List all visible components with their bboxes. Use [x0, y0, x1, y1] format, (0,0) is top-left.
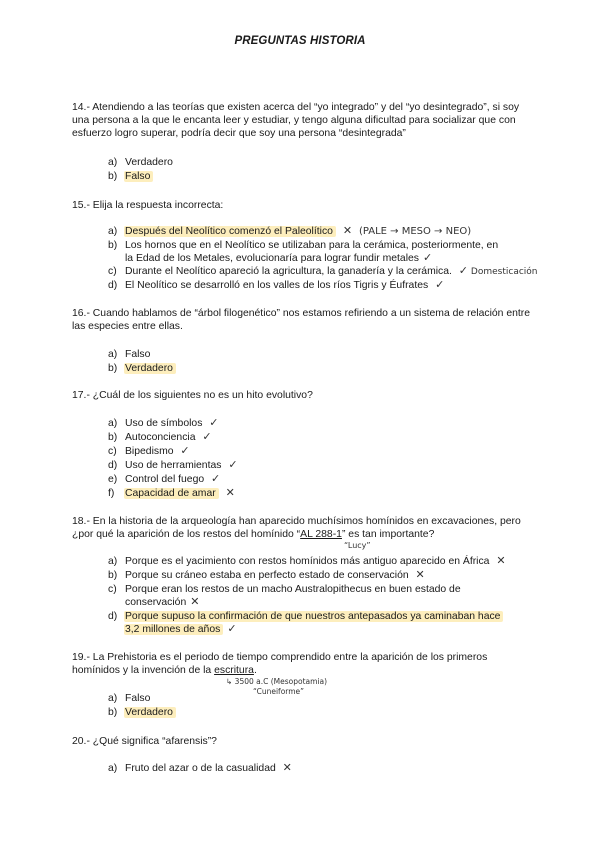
- highlighted-answer: Verdadero: [124, 363, 176, 374]
- question-19: 19.- La Prehistoria es el periodo de tiempo comprendido entre la aparición de los primeros homínidos y la invención de la escritura.: [72, 652, 488, 676]
- question-17: 17.- ¿Cuál de los siguientes no es un hito evolutivo?: [72, 390, 313, 401]
- highlighted-answer: Después del Neolítico comenzó el Paleolítico: [124, 226, 336, 237]
- check-mark-icon: ✓: [180, 445, 190, 457]
- highlighted-answer: 3,2 millones de años: [124, 624, 223, 635]
- handwritten-note-date: ↳ 3500 a.C (Mesopotamia): [226, 677, 328, 686]
- q15-option-c: c) Durante el Neolítico apareció la agricultura, la ganadería y la cerámica. ✓ Domesticación: [108, 265, 538, 277]
- underlined-term: escritura: [214, 665, 254, 676]
- handwritten-note: (PALE → MESO → NEO): [358, 226, 472, 237]
- cross-mark-icon: ✕: [225, 487, 235, 499]
- underlined-term: AL 288-1: [300, 529, 342, 540]
- cross-mark-icon: ✕: [190, 596, 200, 608]
- handwritten-note-lucy: “Lucy”: [344, 541, 371, 550]
- question-18: 18.- En la historia de la arqueología han aparecido muchísimos homínidos en excavaciones, pero ¿por qué la aparición de los restos del homínido “AL 288-1” es tan importante?: [72, 516, 521, 540]
- q15-option-a: a) Después del Neolítico comenzó el Paleolítico ✕ (PALE → MESO → NEO): [108, 225, 472, 237]
- check-mark-icon: ✓: [458, 265, 469, 277]
- q19-option-a: a) Falso: [108, 693, 151, 704]
- q17-option-d: d) Uso de herramientas ✓: [108, 459, 238, 471]
- q17-option-a: a) Uso de símbolos ✓: [108, 417, 219, 429]
- q17-option-b: b) Autoconciencia ✓: [108, 431, 212, 443]
- q14-option-a: a) Verdadero: [108, 157, 173, 168]
- q19-option-b: b) Verdadero: [108, 706, 176, 719]
- check-mark-icon: ✓: [202, 431, 212, 443]
- question-20: 20.- ¿Qué significa “afarensis”?: [72, 736, 217, 747]
- q15-option-b: b) Los hornos que en el Neolítico se utilizaban para la cerámica, posteriormente, en la Edad de los Metales, evolucionaría para lograr fundir metales ✓: [108, 240, 499, 264]
- question-15: 15.- Elija la respuesta incorrecta:: [72, 200, 224, 211]
- check-mark-icon: ✓: [227, 623, 237, 635]
- cross-mark-icon: ✕: [282, 762, 292, 774]
- check-mark-icon: ✓: [435, 279, 445, 291]
- q20-option-a: a) Fruto del azar o de la casualidad ✕: [108, 762, 292, 774]
- cross-mark-icon: ✕: [496, 555, 506, 567]
- q18-option-c: c) Porque eran los restos de un macho Australopithecus en buen estado de conservación ✕: [108, 584, 461, 608]
- q17-option-c: c) Bipedismo ✓: [108, 445, 190, 457]
- question-14: 14.- Atendiendo a las teorías que existen acerca del “yo integrado” y del “yo desintegrado”, si soy una persona a la que le encanta leer y estudiar, y tengo alguna dificultad para socializar que con esfuerzo logro superar, podría decir que soy una persona “desintegrada”: [72, 102, 520, 139]
- q17-option-e: e) Control del fuego ✓: [108, 473, 221, 485]
- highlighted-answer: Verdadero: [124, 707, 176, 718]
- q18-option-b: b) Porque su cráneo estaba en perfecto estado de conservación ✕: [108, 569, 425, 581]
- check-mark-icon: ✓: [209, 417, 219, 429]
- highlighted-answer: Capacidad de amar: [124, 488, 219, 499]
- highlighted-answer: Falso: [124, 171, 153, 182]
- cross-mark-icon: ✕: [415, 569, 425, 581]
- check-mark-icon: ✓: [228, 459, 238, 471]
- check-mark-icon: ✓: [423, 252, 433, 264]
- q16-option-b: b) Verdadero: [108, 362, 176, 375]
- question-16: 16.- Cuando hablamos de “árbol filogenético” nos estamos refiriendo a un sistema de relación entre las especies entre ellas.: [72, 308, 531, 332]
- handwritten-note: Domesticación: [470, 267, 538, 277]
- q15-option-d: d) El Neolítico se desarrolló en los valles de los ríos Tigris y Éufrates ✓: [108, 279, 445, 291]
- q18-option-a: a) Porque es el yacimiento con restos homínidos más antiguo aparecido en África ✕: [108, 555, 506, 567]
- check-mark-icon: ✓: [211, 473, 221, 485]
- page-title: PREGUNTAS HISTORIA: [234, 35, 366, 47]
- q16-option-a: a) Falso: [108, 349, 151, 360]
- cross-mark-icon: ✕: [342, 225, 353, 237]
- q18-option-d: d) Porque supuso la confirmación de que nuestros antepasados ya caminaban hace 3,2 millones de años ✓: [108, 610, 528, 636]
- highlighted-answer: Porque supuso la confirmación de que nuestros antepasados ya caminaban hace: [124, 611, 503, 622]
- q17-option-f: f) Capacidad de amar ✕: [108, 487, 235, 499]
- q14-option-b: b) Falso: [108, 170, 153, 183]
- handwritten-note-cuneiform: “Cuneiforme”: [253, 687, 305, 696]
